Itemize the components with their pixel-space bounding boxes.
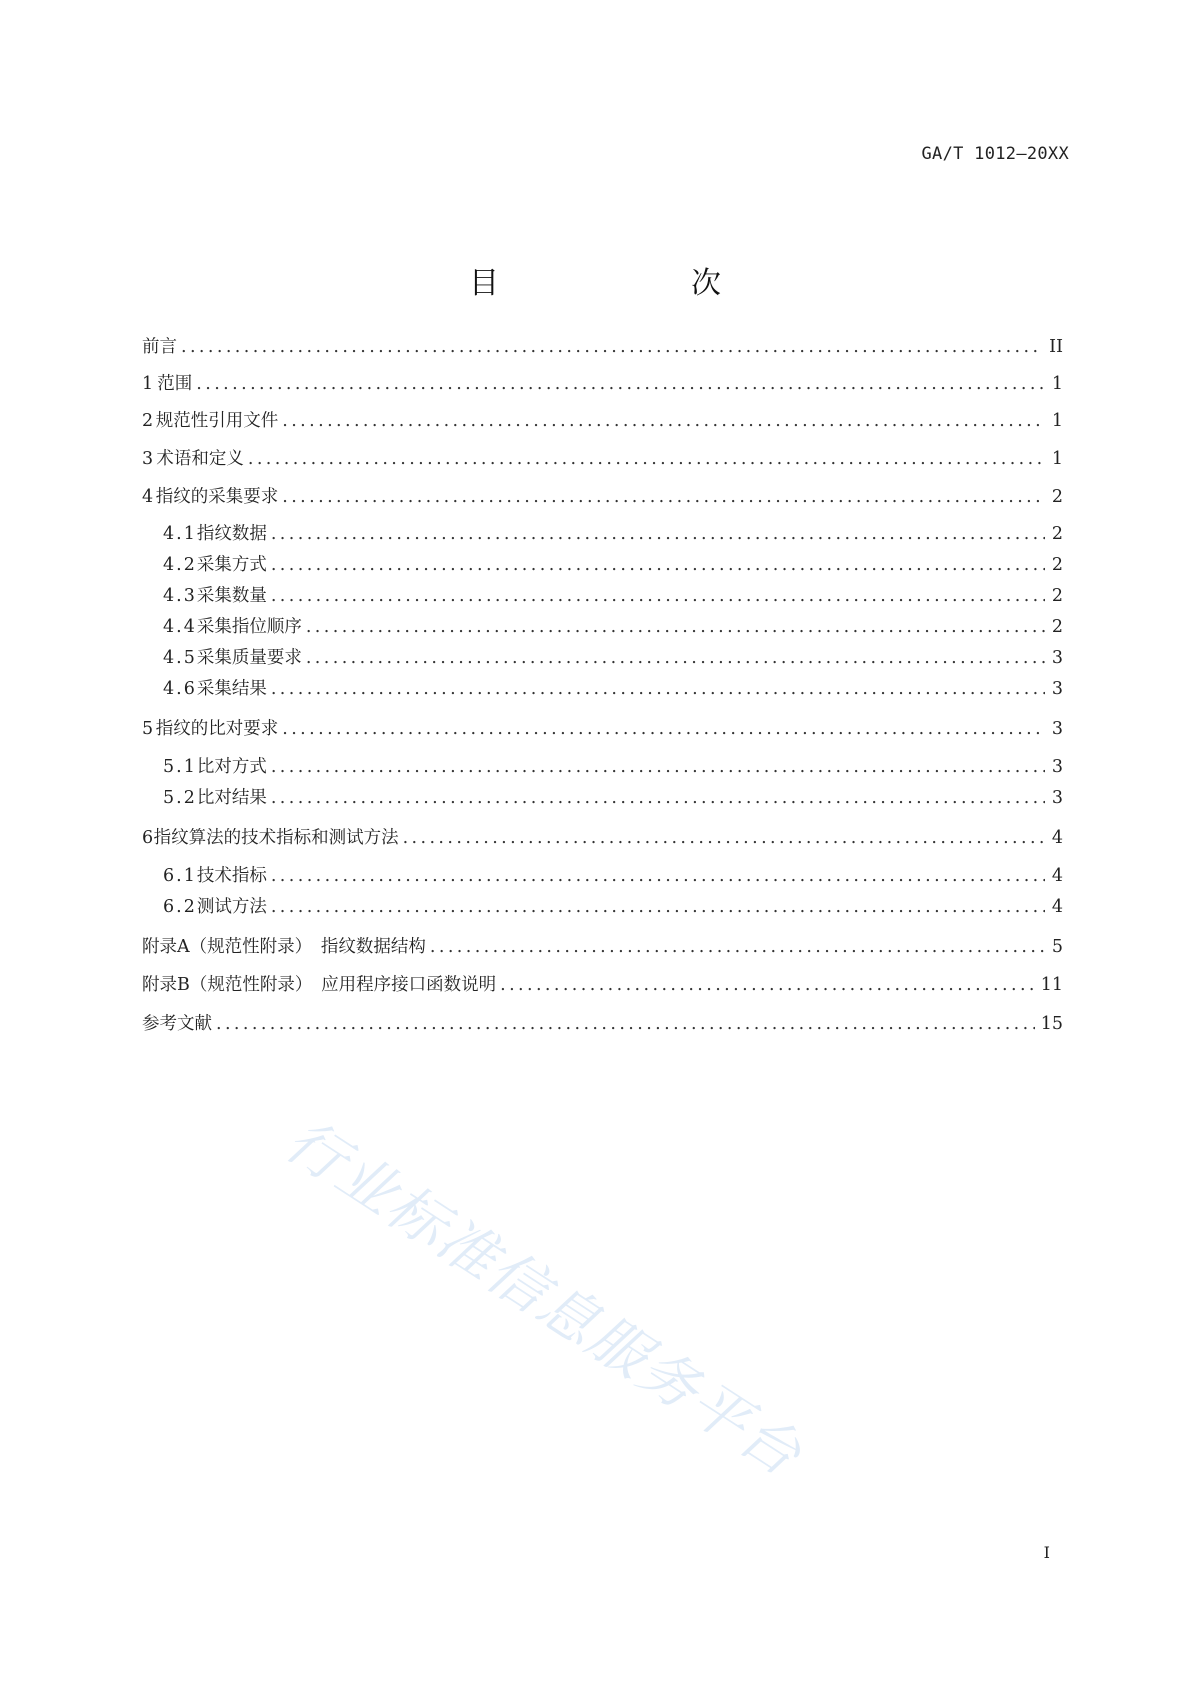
toc-page-number: 15 — [1040, 1014, 1063, 1034]
toc-entry-5-2[interactable] — [163, 785, 1063, 811]
toc-page-number: II — [1049, 337, 1063, 357]
toc-entry-4-2[interactable] — [163, 552, 1063, 578]
toc-page-number: 2 — [1051, 487, 1063, 507]
toc-entry-label: 附录A（规范性附录） 指纹数据结构 — [142, 937, 426, 957]
toc-section-number: 4.3 — [163, 586, 197, 606]
toc-entry-label: 指纹算法的技术指标和测试方法 — [153, 828, 399, 848]
toc-entry-label: 规范性引用文件 — [155, 411, 279, 431]
toc-page-number: 2 — [1051, 586, 1063, 606]
toc-entry-label: 指纹的采集要求 — [155, 487, 279, 507]
toc-entry-4-6[interactable] — [163, 676, 1063, 702]
toc-page-number: 4 — [1051, 828, 1063, 848]
toc-entry-label: 附录B（规范性附录） 应用程序接口函数说明 — [142, 975, 497, 995]
toc-entry-4-4[interactable] — [163, 614, 1063, 640]
toc-entry-5[interactable] — [142, 716, 1063, 742]
toc-page-number: 2 — [1051, 617, 1063, 637]
dot-leader — [271, 863, 1045, 889]
toc-entry-label: 测试方法 — [196, 897, 267, 917]
toc-entry-appendix-b[interactable] — [142, 972, 1063, 998]
dot-leader — [181, 334, 1043, 360]
toc-entry-label: 术语和定义 — [156, 449, 244, 469]
dot-leader — [282, 408, 1045, 434]
dot-leader — [403, 825, 1045, 851]
toc-section-number: 6.2 — [163, 897, 197, 917]
toc-entry-label: 比对结果 — [196, 788, 267, 808]
toc-entry-1[interactable] — [142, 371, 1063, 397]
toc-section-number: 4.6 — [163, 679, 197, 699]
toc-entry-label: 范围 — [157, 374, 193, 394]
dot-leader — [271, 552, 1045, 578]
dot-leader — [306, 614, 1045, 640]
toc-entry-4[interactable] — [142, 484, 1063, 510]
document-code: GA/T 1012—20XX — [921, 144, 1069, 164]
toc-section-number: 2 — [142, 411, 154, 431]
toc-entry-6-2[interactable] — [163, 894, 1063, 920]
toc-page-number: 1 — [1051, 411, 1063, 431]
toc-entry-label: 指纹数据 — [196, 524, 267, 544]
toc-page-number: 3 — [1051, 648, 1063, 668]
toc-entry-appendix-a[interactable] — [142, 934, 1063, 960]
toc-entry-4-5[interactable] — [163, 645, 1063, 671]
toc-section-number: 6 — [142, 828, 154, 848]
toc-entry-5-1[interactable] — [163, 754, 1063, 780]
toc-page-number: 4 — [1051, 866, 1063, 886]
dot-leader — [271, 785, 1045, 811]
toc-entry-6[interactable] — [142, 825, 1063, 851]
toc-entry-6-1[interactable] — [163, 863, 1063, 889]
watermark-text: 行业标准信息服务平台 — [273, 1105, 815, 1490]
toc-section-number: 3 — [142, 449, 154, 469]
toc-page-number: 2 — [1051, 524, 1063, 544]
footer-page-number: I — [1043, 1543, 1050, 1562]
toc-section-number: 4 — [142, 487, 154, 507]
toc-section-number: 5.2 — [163, 788, 197, 808]
toc-entry-4-1[interactable] — [163, 521, 1063, 547]
dot-leader — [196, 371, 1045, 397]
toc-entry-3[interactable] — [142, 446, 1063, 472]
dot-leader — [271, 676, 1045, 702]
toc-page-number: 11 — [1040, 975, 1063, 995]
dot-leader — [271, 583, 1045, 609]
dot-leader — [500, 972, 1035, 998]
toc-section-number: 6.1 — [163, 866, 197, 886]
toc-section-number: 4.1 — [163, 524, 197, 544]
toc-entry-4-3[interactable] — [163, 583, 1063, 609]
toc-entry-label: 采集结果 — [196, 679, 267, 699]
toc-page-number: 3 — [1051, 719, 1063, 739]
toc-page-number: 3 — [1051, 757, 1063, 777]
toc-section-number: 5 — [142, 719, 154, 739]
toc-page-number: 3 — [1051, 679, 1063, 699]
toc-entry-label: 指纹的比对要求 — [155, 719, 279, 739]
toc-section-number: 4.4 — [163, 617, 197, 637]
toc-section-number: 1 — [142, 374, 154, 394]
dot-leader — [271, 754, 1045, 780]
toc-page-number: 2 — [1051, 555, 1063, 575]
toc-section-number: 4.5 — [163, 648, 197, 668]
toc-section-number: 5.1 — [163, 757, 197, 777]
dot-leader — [248, 446, 1045, 472]
dot-leader — [430, 934, 1045, 960]
toc-entry-label: 采集质量要求 — [196, 648, 302, 668]
dot-leader — [306, 645, 1045, 671]
toc-page-number: 1 — [1051, 374, 1063, 394]
toc-entry-foreword[interactable] — [142, 334, 1063, 360]
dot-leader — [282, 716, 1045, 742]
dot-leader — [282, 484, 1045, 510]
toc-entry-label: 前言 — [142, 337, 177, 357]
toc-page-number: 4 — [1051, 897, 1063, 917]
toc-entry-label: 采集指位顺序 — [196, 617, 302, 637]
dot-leader — [216, 1011, 1035, 1037]
toc-section-number: 4.2 — [163, 555, 197, 575]
dot-leader — [271, 521, 1045, 547]
toc-entry-bibliography[interactable] — [142, 1011, 1063, 1037]
page-title: 目 次 — [469, 266, 765, 301]
dot-leader — [271, 894, 1045, 920]
toc-entry-label: 采集数量 — [196, 586, 267, 606]
toc-page-number: 5 — [1051, 937, 1063, 957]
toc-page-number: 1 — [1051, 449, 1063, 469]
toc-entry-label: 技术指标 — [196, 866, 267, 886]
toc-page-number: 3 — [1051, 788, 1063, 808]
toc-entry-2[interactable] — [142, 408, 1063, 434]
toc-entry-label: 采集方式 — [196, 555, 267, 575]
toc-entry-label: 参考文献 — [142, 1014, 212, 1034]
toc-entry-label: 比对方式 — [196, 757, 267, 777]
